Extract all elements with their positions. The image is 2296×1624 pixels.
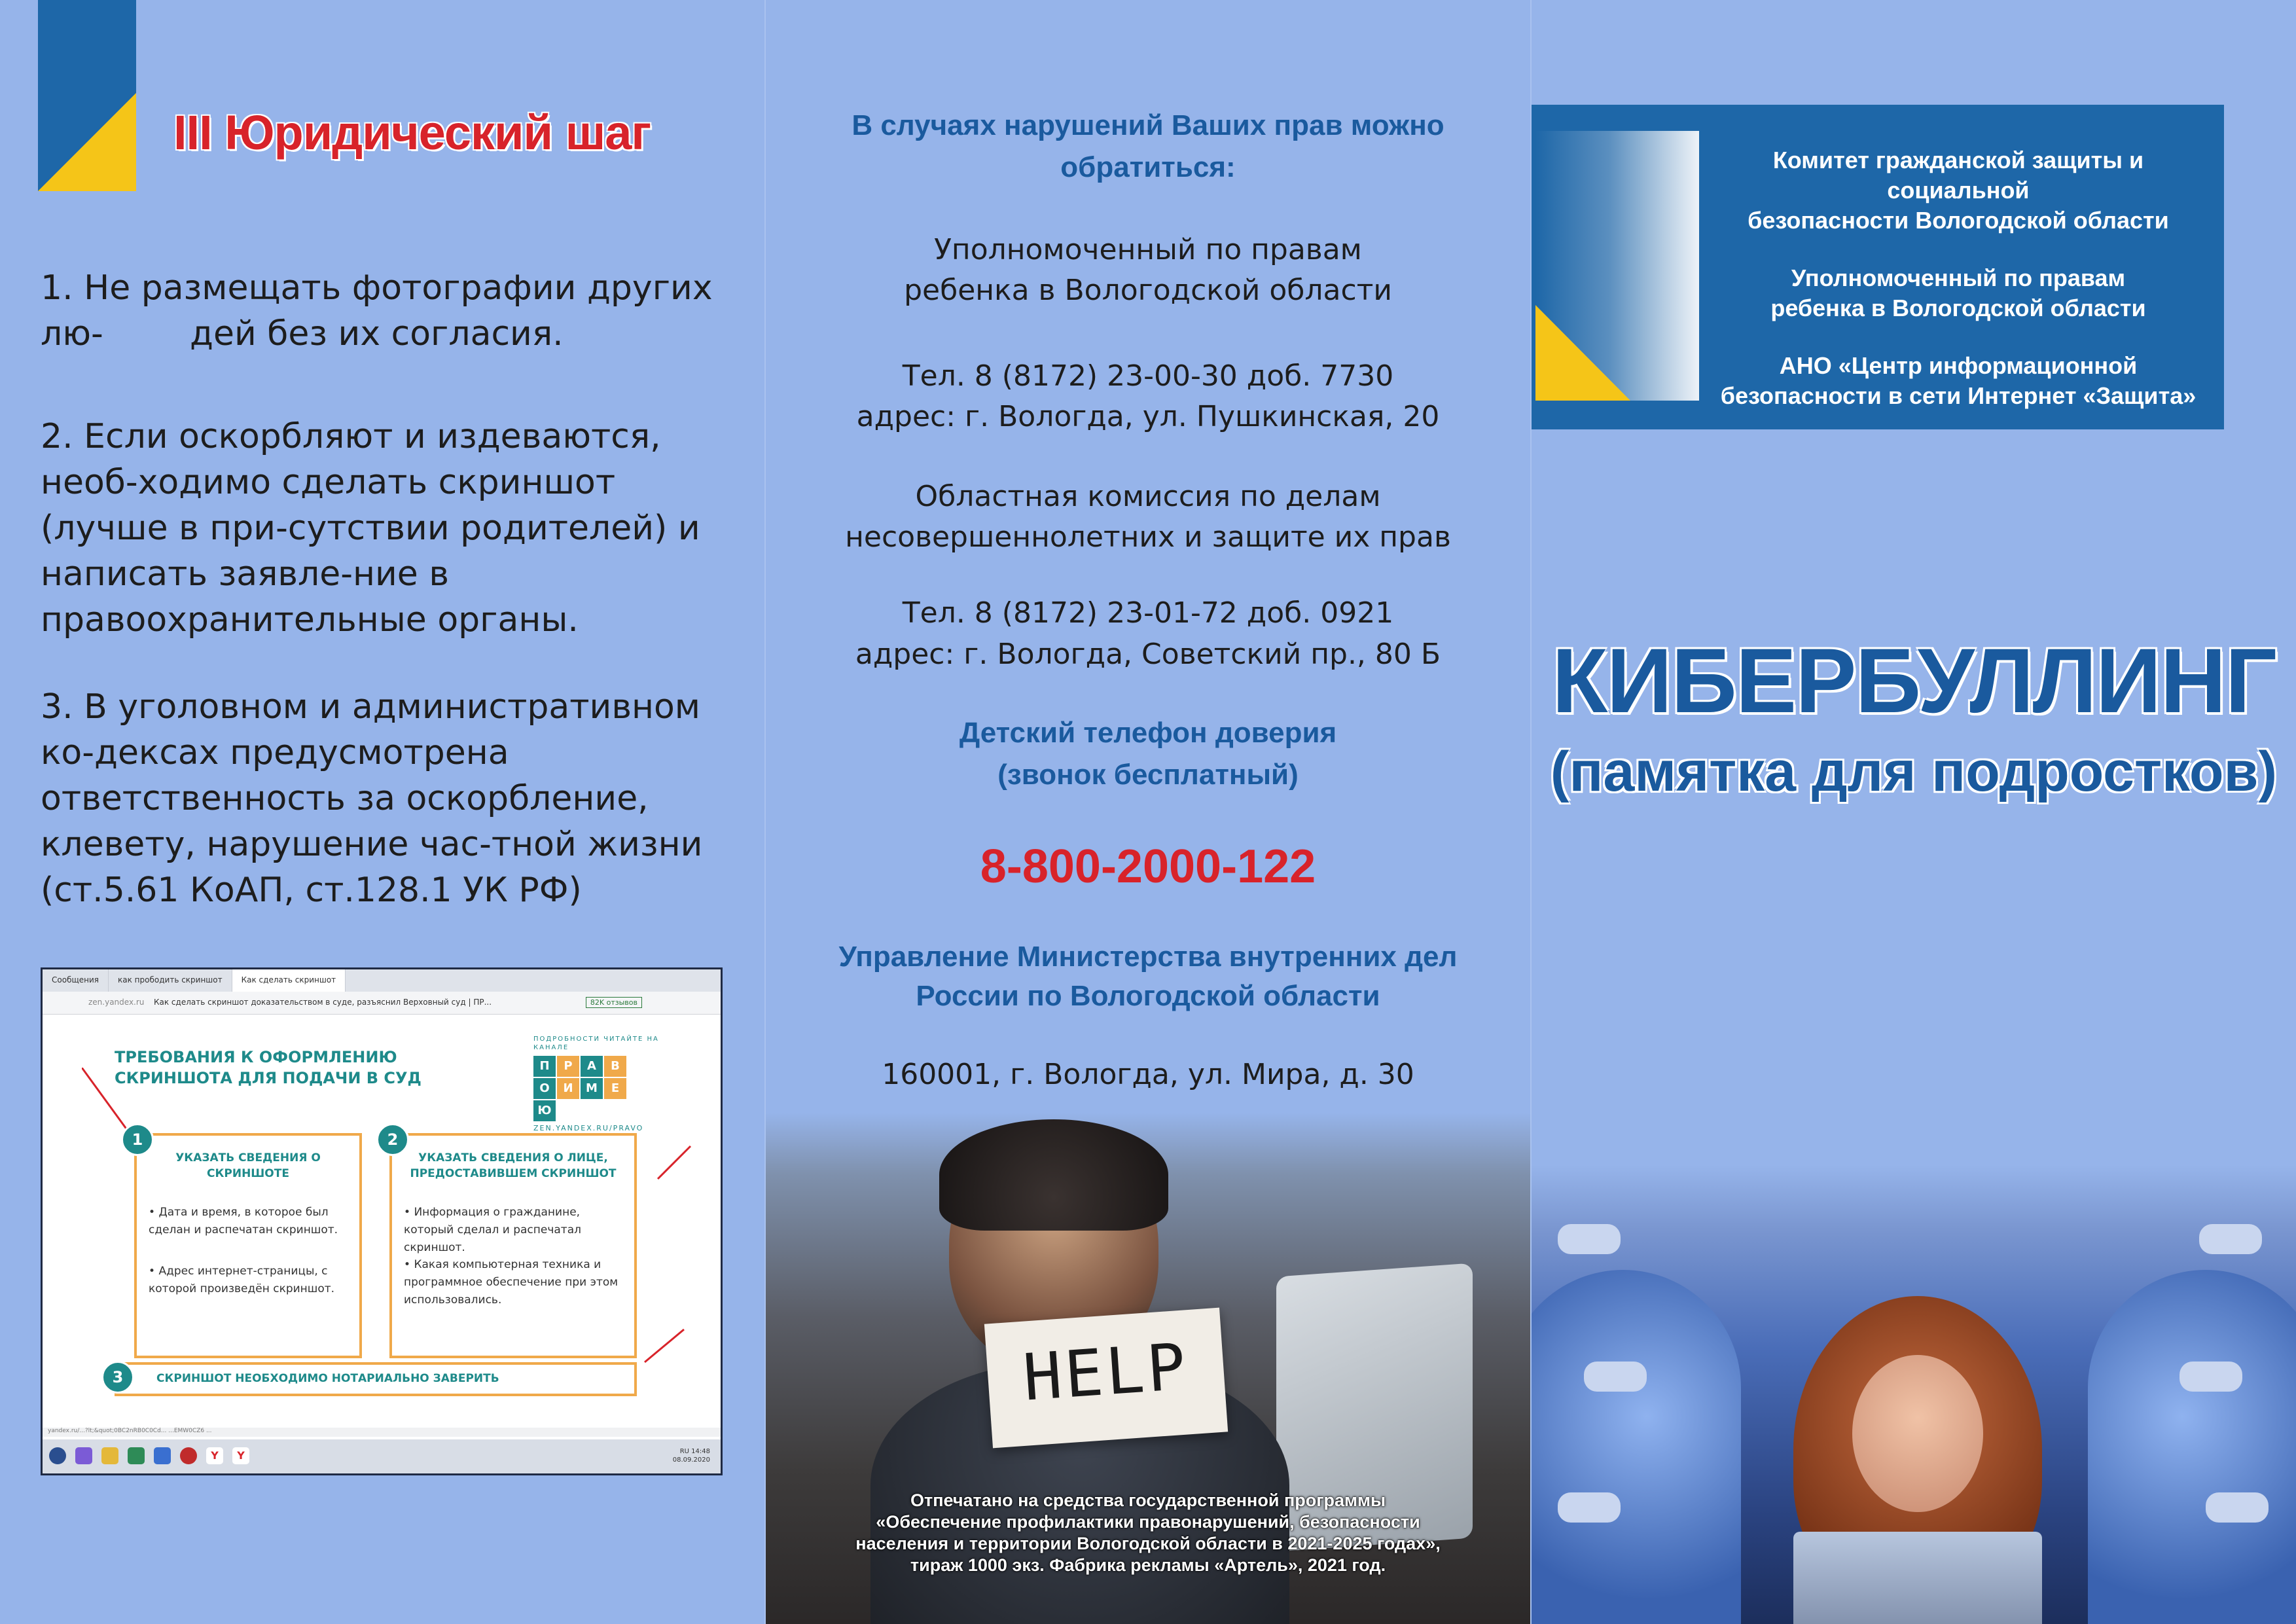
bar-3-text: СКРИНШОТ НЕОБХОДИМО НОТАРИАЛЬНО ЗАВЕРИТЬ — [156, 1372, 499, 1385]
organizations-box — [1532, 105, 2224, 429]
channel-brand — [533, 1035, 664, 1132]
step-number-3: 3 — [101, 1361, 134, 1394]
ombudsman-address: адрес: г. Вологда, ул. Пушкинская, 20 — [856, 400, 1440, 433]
legal-item-2-text: 2. Если оскорбляют и издеваются, необ-ходимо сделать скриншот (лучше в при-сутствии родителей) и написать заявле-ние в правоохранительные органы. — [41, 417, 700, 640]
yandex-browser-icon: Y — [232, 1447, 249, 1464]
commission-phone: Тел. 8 (8172) 23-01-72 доб. 0921 — [902, 596, 1394, 630]
app-icon — [128, 1447, 145, 1464]
mvd-heading-1: Управление Министерства внутренних дел — [838, 941, 1458, 973]
ombudsman-name-1: Уполномоченный по правам — [934, 233, 1362, 266]
thumbs-down-hand — [2179, 1362, 2242, 1392]
browser-tab-active: Как сделать скриншот — [232, 969, 346, 992]
brand-letter: А — [581, 1056, 603, 1077]
print-info-line: тираж 1000 экз. Фабрика рекламы «Артель», 2021 год. — [910, 1555, 1386, 1575]
brand-letter: М — [581, 1078, 603, 1099]
armchair-left-image — [1532, 1270, 1741, 1624]
panel-cover — [1532, 0, 2296, 1624]
brand-letter: И — [557, 1078, 579, 1099]
brand-logo — [533, 1056, 664, 1121]
box-2-heading: УКАЗАТЬ СВЕДЕНИЯ О ЛИЦЕ, ПРЕДОСТАВИВШЕМ СКРИНШОТ — [410, 1151, 617, 1180]
legal-item-1-text: 1. Не размещать фотографии других лю- дей без их согласия. — [41, 268, 713, 353]
org-1: Комитет гражданской защиты и социальной безопасности Вологодской области — [1748, 147, 2169, 234]
brochure-title: КИБЕРБУЛЛИНГ — [1552, 629, 2276, 732]
legal-item-3 — [41, 684, 734, 913]
brand-letter: В — [604, 1056, 626, 1077]
corner-decoration — [38, 0, 136, 191]
app-icon — [75, 1447, 92, 1464]
reviews-badge: 82K отзывов — [586, 997, 642, 1008]
yandex-icon: Y — [206, 1447, 223, 1464]
thumbs-down-hand — [1558, 1492, 1621, 1523]
requirement-bar-3 — [115, 1362, 637, 1396]
print-info-line: «Обеспечение профилактики правонарушений, безопасности — [876, 1512, 1420, 1532]
brand-letter: О — [533, 1078, 556, 1099]
helpline-number: 8-800-2000-122 — [980, 840, 1316, 893]
helpline-heading-1: Детский телефон доверия — [959, 717, 1337, 749]
brand-caption: ПОДРОБНОСТИ ЧИТАЙТЕ НА КАНАЛЕ — [533, 1036, 659, 1051]
thumbs-down-hand — [1584, 1362, 1647, 1392]
requirement-box-2 — [389, 1133, 637, 1358]
contacts-heading: В случаях нарушений Ваших прав можно обратиться: — [852, 109, 1444, 183]
step-title: III Юридический шаг — [173, 105, 651, 160]
requirement-box-1 — [134, 1133, 362, 1358]
brochure-subtitle: (памятка для подростков) — [1550, 740, 2278, 803]
helpline-heading-2: (звонок бесплатный) — [997, 759, 1299, 791]
thumbs-down-hand — [2199, 1224, 2262, 1254]
panel-contacts — [766, 0, 1530, 1624]
ombudsman-name-2: ребенка в Вологодской области — [904, 274, 1392, 307]
commission-address: адрес: г. Вологда, Советский пр., 80 Б — [855, 638, 1441, 671]
box-1-item: • Адрес интернет-страницы, с которой произведён скриншот. — [149, 1265, 335, 1295]
legal-item-1 — [41, 265, 734, 357]
boy-hair-image — [939, 1119, 1168, 1231]
photo-girl-laptop — [1532, 1165, 2296, 1624]
legal-item-3-text: 3. В уголовном и административном ко-дексах предусмотрена ответственность за оскорбление, клевету, нарушение час-тной жизни (ст.5.61 КоАП, ст.128.1 УК РФ) — [41, 687, 703, 910]
thumbs-down-hand — [1558, 1224, 1621, 1254]
app-icon — [154, 1447, 171, 1464]
org-3: АНО «Центр информационной безопасности в сети Интернет «Защита» — [1720, 352, 2197, 409]
brand-letter: Ю — [533, 1100, 556, 1121]
brand-letter: Е — [604, 1078, 626, 1099]
laptop-image — [1793, 1532, 2042, 1624]
print-info — [766, 1490, 1530, 1576]
app-icon — [180, 1447, 197, 1464]
browser-tab: как прободить скриншот — [109, 969, 232, 992]
browser-tabs — [43, 969, 721, 992]
help-sign-text: HELP — [1020, 1329, 1191, 1416]
step-number-2: 2 — [376, 1123, 409, 1156]
panel-legal-step — [0, 0, 764, 1624]
brand-url: ZEN.YANDEX.RU/PRAVO — [533, 1124, 644, 1132]
embedded-screenshot — [41, 967, 723, 1475]
requirements-title: ТРЕБОВАНИЯ К ОФОРМЛЕНИЮ СКРИНШОТА ДЛЯ ПОДАЧИ В СУД — [115, 1048, 422, 1087]
print-info-line: населения и территории Вологодской области в 2021-2025 годах», — [855, 1534, 1441, 1553]
clock: RU 14:48 08.09.2020 — [672, 1448, 710, 1464]
box-1-item: • Дата и время, в которое был сделан и распечатан скриншот. — [149, 1206, 338, 1236]
ombudsman-phone: Тел. 8 (8172) 23-00-30 доб. 7730 — [902, 359, 1394, 393]
girl-face-image — [1852, 1355, 1983, 1512]
org-2: Уполномоченный по правам ребенка в Вологодской области — [1770, 264, 2146, 321]
box-2-item: • Какая компьютерная техника и программное обеспечение при этом использовались. — [404, 1258, 619, 1307]
box-1-heading: УКАЗАТЬ СВЕДЕНИЯ О СКРИНШОТЕ — [175, 1151, 321, 1180]
organizations-list — [1703, 145, 2214, 439]
mvd-address: 160001, г. Вологда, ул. Мира, д. 30 — [882, 1058, 1414, 1091]
step-number-1: 1 — [121, 1123, 154, 1156]
print-info-line: Отпечатано на средства государственной программы — [910, 1490, 1386, 1510]
folder-icon — [101, 1447, 118, 1464]
commission-name-1: Областная комиссия по делам — [915, 480, 1381, 513]
address-domain: zen.yandex.ru — [88, 998, 145, 1007]
taskbar — [43, 1439, 721, 1473]
box-2-item: • Информация о гражданине, который сделал и распечатал скриншот. — [404, 1206, 581, 1254]
commission-name-2: несовершеннолетних и защите их прав — [845, 520, 1451, 554]
address-title: Как сделать скриншот доказательством в суде, разъяснил Верховный суд | ПР... — [154, 998, 492, 1007]
browser-tab: Сообщения — [43, 969, 109, 992]
legal-item-2 — [41, 414, 734, 643]
help-sign — [984, 1308, 1228, 1449]
browser-address-bar — [43, 992, 721, 1015]
mvd-heading-2: России по Вологодской области — [916, 980, 1380, 1012]
armchair-right-image — [2088, 1270, 2296, 1624]
thumbs-down-hand — [2206, 1492, 2269, 1523]
yellow-triangle-decoration — [1535, 305, 1630, 401]
brand-letter: Р — [557, 1056, 579, 1077]
start-icon — [49, 1447, 66, 1464]
browser-status-bar: yandex.ru/...?lt;&quot;0BC2nRB0C0Cd... ...EMW0CZ6 ... — [43, 1428, 723, 1437]
brand-letter: П — [533, 1056, 556, 1077]
